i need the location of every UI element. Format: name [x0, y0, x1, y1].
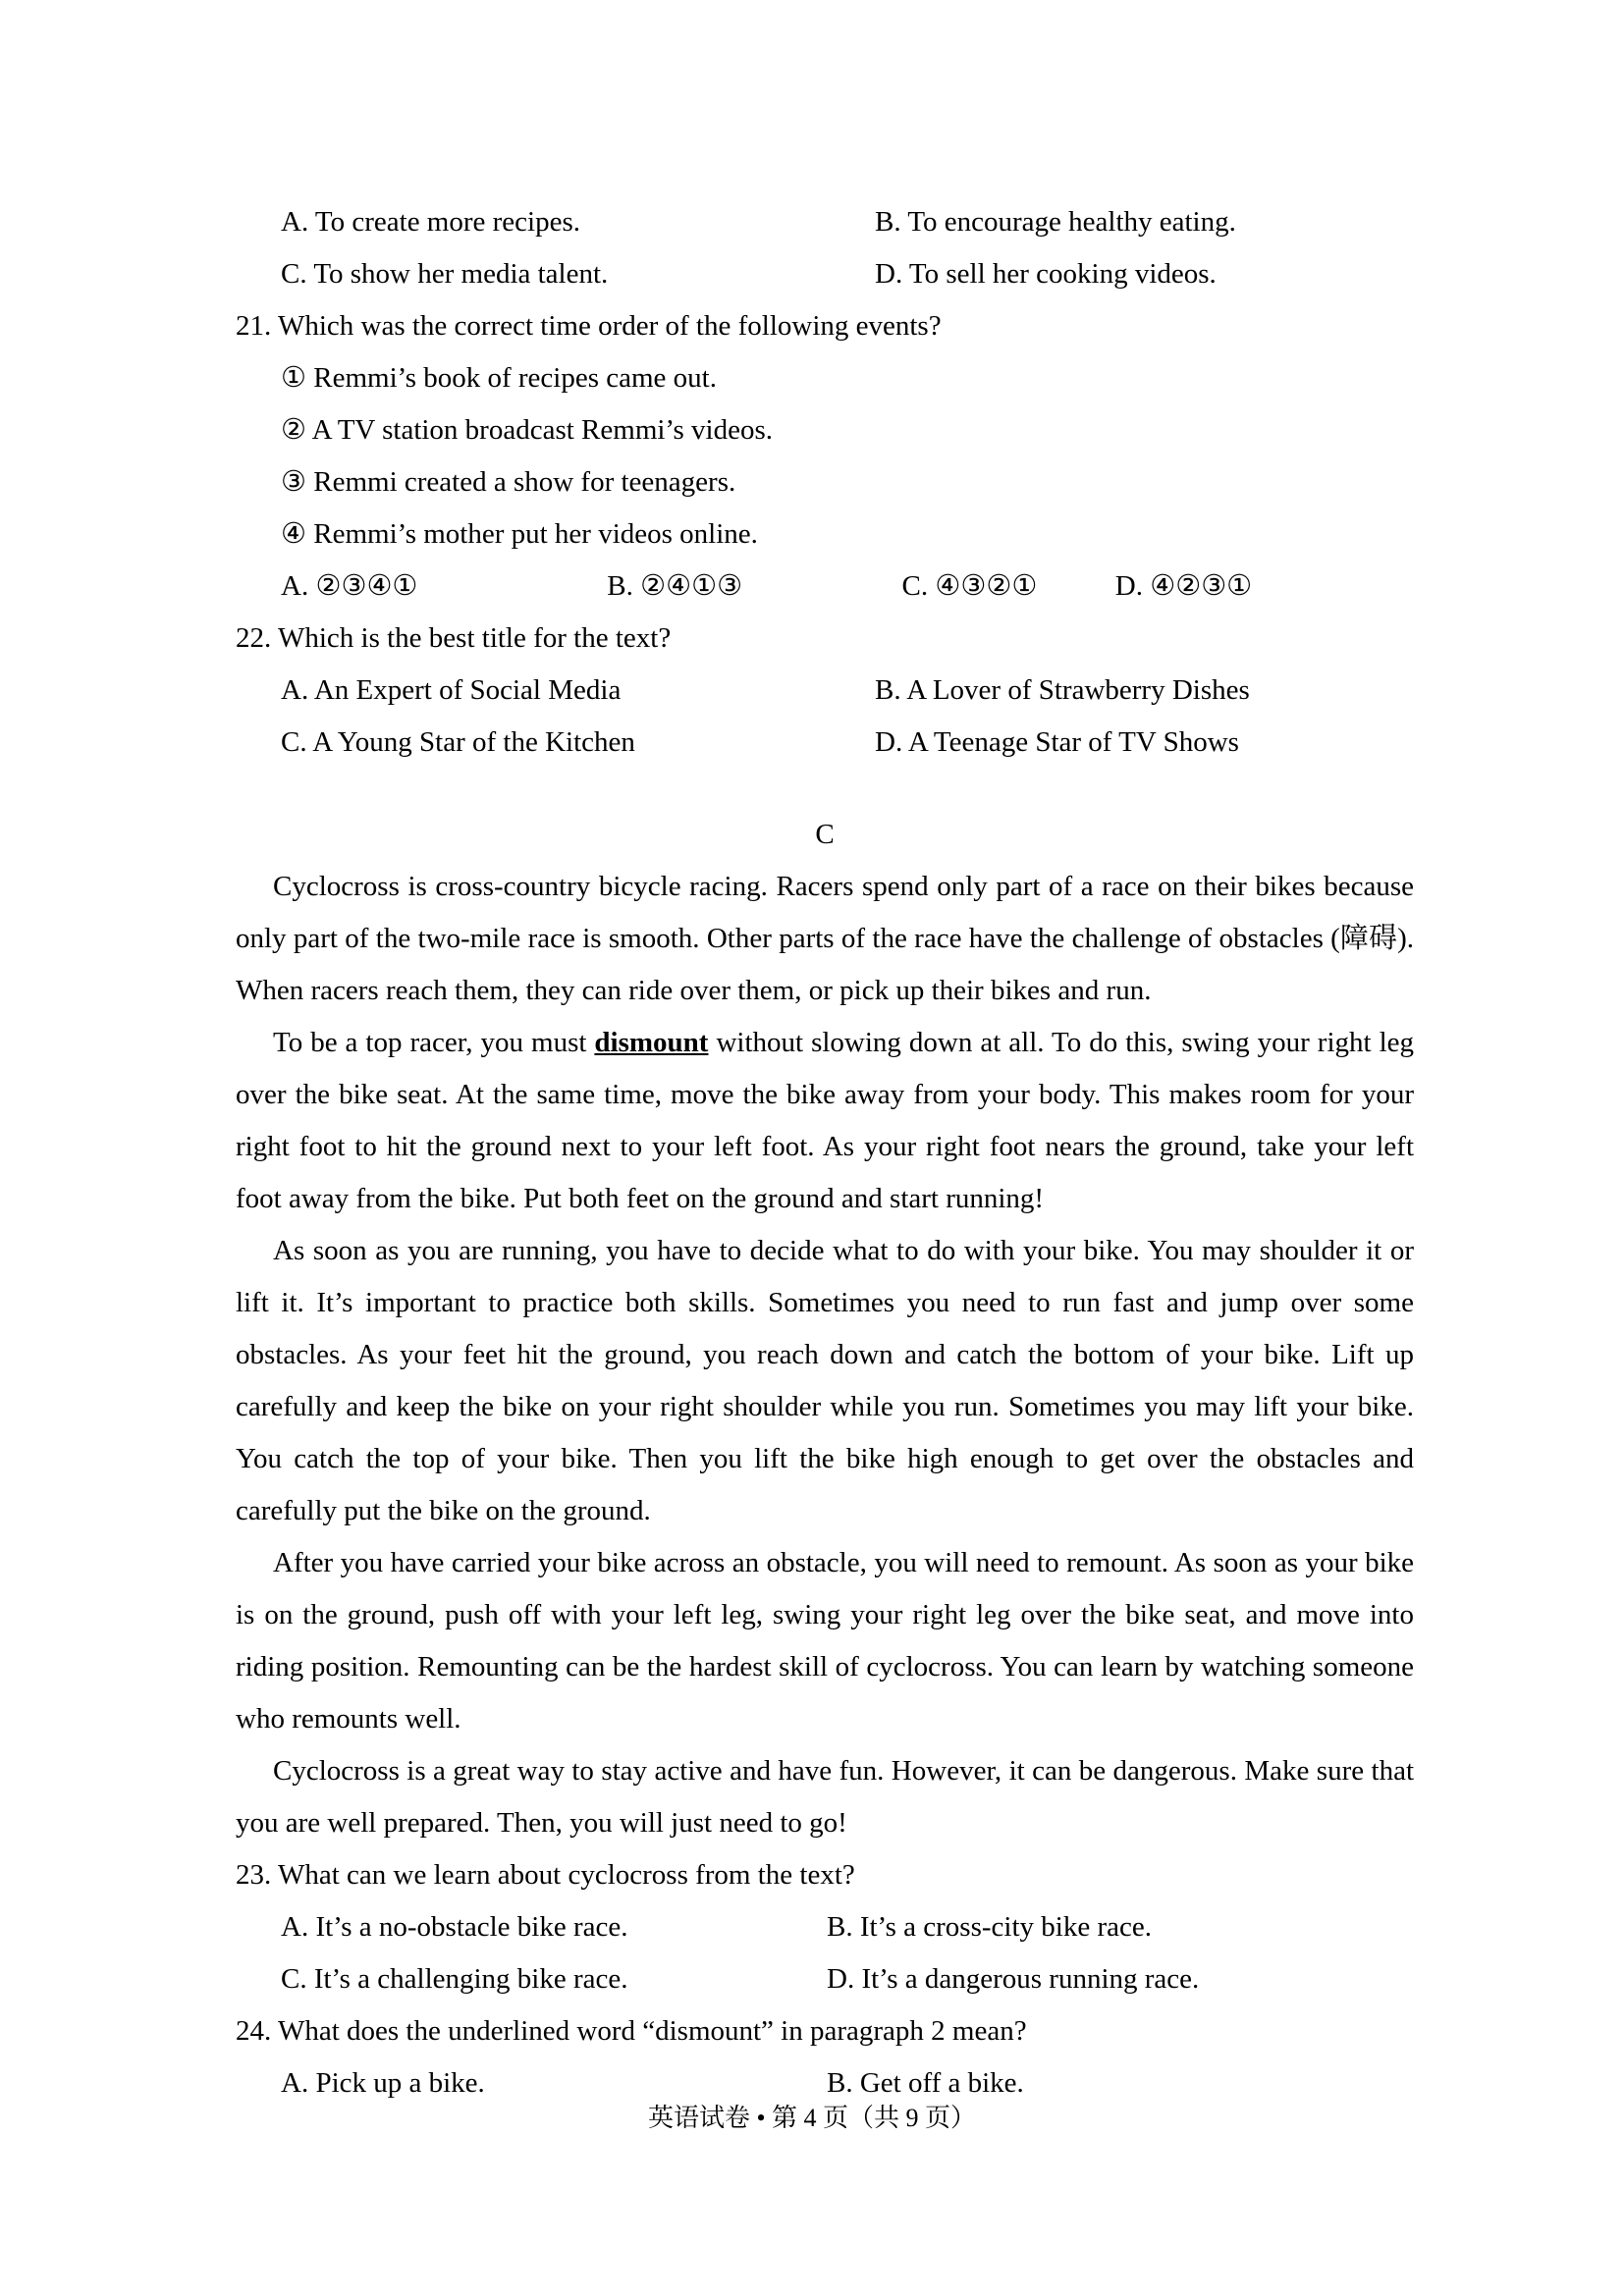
option-a: A. An Expert of Social Media [281, 674, 622, 706]
option-a: A. ②③④① [281, 570, 418, 602]
option-b: B. Get off a bike. [827, 2067, 1024, 2099]
paragraph-2-text-after: without slowing down at all. To do this, swing your right leg over the bike seat. At the same time, move the bike away from your body. This makes room for your right foot to hit the ground next to your left foot. As your right foot nears the ground, take your left foot away from the bike. Put both feet on the ground and start running! [236, 1027, 1414, 1214]
question-22-options-row-2 [236, 717, 1414, 769]
page-content [236, 196, 1414, 2109]
question-21-options-row [236, 561, 1414, 613]
option-c: C. A Young Star of the Kitchen [281, 726, 635, 758]
passage-paragraph-5: Cyclocross is a great way to stay active and have fun. However, it can be dangerous. Make sure that you are well prepared. Then, you will just need to go! [236, 1755, 1414, 1839]
page-footer: 英语试卷 • 第 4 页（共 9 页） [647, 2104, 977, 2132]
option-c: C. To show her media talent. [281, 258, 609, 290]
question-21-event-3: ③ Remmi created a show for teenagers. [281, 466, 736, 498]
question-22-stem: 22. Which is the best title for the text? [236, 622, 672, 654]
question-20-options-row-2 [236, 248, 1414, 300]
option-b: B. To encourage healthy eating. [875, 206, 1236, 238]
passage-paragraph-1: Cyclocross is cross-country bicycle racing. Racers spend only part of a race on their bikes because only part of the two-mile race is smooth. Other parts of the race have the challenge of obstacles (障碍). When racers reach them, they can ride over them, or pick up their bikes and run. [236, 871, 1414, 1006]
underlined-word-dismount: dismount [594, 1027, 709, 1058]
question-24-stem: 24. What does the underlined word “dismount” in paragraph 2 mean? [236, 2015, 1027, 2047]
option-a: A. It’s a no-obstacle bike race. [281, 1911, 628, 1943]
question-21-stem: 21. Which was the correct time order of the following events? [236, 310, 942, 342]
question-23-stem: 23. What can we learn about cyclocross from the text? [236, 1859, 855, 1891]
option-a: A. To create more recipes. [281, 206, 581, 238]
option-b: B. A Lover of Strawberry Dishes [875, 674, 1250, 706]
option-d: D. To sell her cooking videos. [875, 258, 1217, 290]
option-b: B. ②④①③ [607, 570, 743, 602]
question-20-options-row-1 [236, 196, 1414, 248]
paragraph-2-text-before: To be a top racer, you must [273, 1027, 595, 1058]
passage-paragraph-4: After you have carried your bike across an obstacle, you will need to remount. As soon as your bike is on the ground, push off with your left leg, swing your right leg over the bike seat, and move into riding position. Remounting can be the hardest skill of cyclocross. You can learn by watching someone who remounts well. [236, 1547, 1414, 1735]
passage-paragraph-2 [236, 1017, 1414, 1225]
option-c: C. ④③②① [901, 570, 1038, 602]
question-22-options-row-1 [236, 665, 1414, 717]
passage-paragraph-3: As soon as you are running, you have to decide what to do with your bike. You may shoulder it or lift it. It’s important to practice both skills. Sometimes you need to run fast and jump over some obstacles. As your feet hit the ground, you reach down and catch the bottom of your bike. Lift up carefully and keep the bike on your right shoulder while you run. Sometimes you may lift your bike. You catch the top of your bike. Then you lift the bike high enough to get over the obstacles and carefully put the bike on the ground. [236, 1235, 1414, 1526]
option-c: C. It’s a challenging bike race. [281, 1963, 628, 1995]
option-d: D. It’s a dangerous running race. [827, 1963, 1200, 1995]
option-d: D. ④②③① [1114, 570, 1253, 602]
question-23-options-row-2 [236, 1953, 1414, 2005]
option-a: A. Pick up a bike. [281, 2067, 485, 2099]
option-d: D. A Teenage Star of TV Shows [875, 726, 1239, 758]
question-21-event-1: ① Remmi’s book of recipes came out. [281, 362, 717, 394]
question-21-event-4: ④ Remmi’s mother put her videos online. [281, 518, 758, 550]
option-b: B. It’s a cross-city bike race. [827, 1911, 1152, 1943]
question-21-event-2: ② A TV station broadcast Remmi’s videos. [281, 414, 773, 446]
question-23-options-row-1 [236, 1901, 1414, 1953]
passage-section-heading: C [815, 819, 835, 850]
